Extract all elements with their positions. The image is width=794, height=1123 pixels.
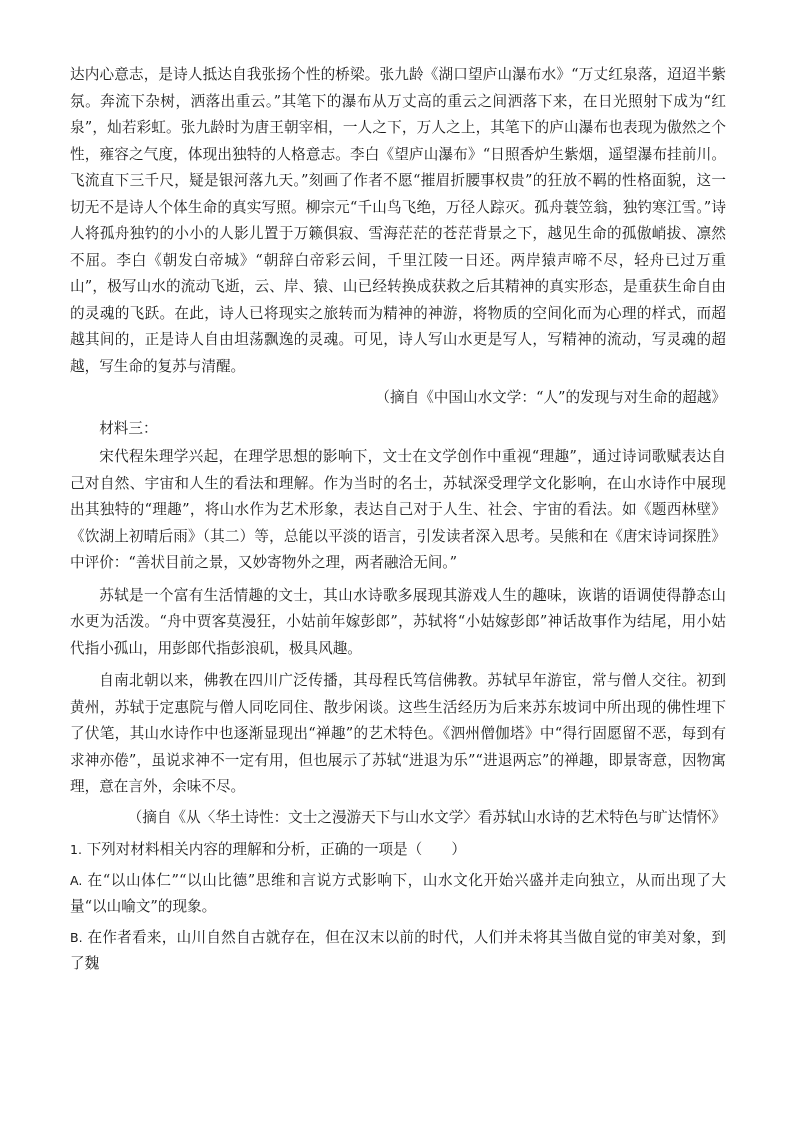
document-page (70, 62, 726, 978)
material3-paragraph-2: 苏轼是一个富有生活情趣的文士，其山水诗歌多展现其游戏人生的趣味，诙谐的语调使得静态山水更为活泼。“舟中贾客莫漫狂，小姑前年嫁彭郎”，苏轼将“小姑嫁彭郎”神话故事作为结尾，用小姑代指小孤山，用彭郎代指彭浪矶，极具风趣。 (70, 586, 726, 657)
option-b-text: 在作者看来，山川自然自古就存在，但在汉末以前的时代，人们并未将其当做自觉的审美对象，到了魏 (70, 928, 726, 972)
question-number: 1. (70, 842, 82, 857)
material3-paragraph-3: 自南北朝以来，佛教在四川广泛传播，其母程氏笃信佛教。苏轼早年游宦，常与僧人交往。初到黄州，苏轼于定惠院与僧人同吃同住、散步闲谈。这些生活经历为后来苏东坡词中所出现的佛性埋下了伏笔，其山水诗作中也逐渐显现出“禅趣”的艺术特色。《泗州僧伽塔》中“得行固愿留不恶，每到有求神亦倦”，虽说求神不一定有用，但也展示了苏轼“进退为乐”“进退两忘”的禅趣，即景寄意，因物寓理，意在言外，余味不尽。 (70, 672, 726, 795)
option-a-text: 在“以山体仁”“以山比德”思维和言说方式影响下，山水文化开始兴盛并走向独立，从而出现了大量“以山喻文”的现象。 (70, 871, 726, 915)
option-a-letter: A. (70, 872, 83, 888)
material3-paragraph-1: 宋代程朱理学兴起，在理学思想的影响下，文士在文学创作中重视“理趣”，通过诗词歌赋表达自己对自然、宇宙和人生的看法和理解。作为当时的名士，苏轼深受理学文化影响，在山水诗作中展现出其独特的“理趣”，将山水作为艺术形象，表达自己对于人生、社会、宇宙的看法。如《题西林壁》《饮湖上初晴后雨》（其二）等，总能以平淡的语言，引发读者深入思考。吴熊和在《唐宋诗词探胜》中评价：“善状目前之景，又妙寄物外之理，两者融洽无间。” (70, 448, 726, 571)
option-b (70, 925, 726, 978)
material3-heading: 材料三： (99, 419, 158, 437)
material3-source: （摘自《从〈华土诗性：文士之漫游天下与山水文学〉看苏轼山水诗的艺术特色与旷达情怀》 (127, 808, 726, 826)
question-stem: 下列对材料相关内容的理解和分析，正确的一项是（ ） (86, 841, 467, 858)
material2-source: （摘自《中国山水文学：“人”的发现与对生命的超越》 (375, 389, 726, 406)
option-b-letter: B. (70, 929, 83, 945)
question-1 (70, 837, 726, 864)
option-a (70, 868, 726, 921)
material2-tail-paragraph: 达内心意志，是诗人抵达自我张扬个性的桥梁。张九龄《湖口望庐山瀑布水》“万丈红泉落，迢迢半紫氛。奔流下杂树，洒落出重云。”其笔下的瀑布从万丈高的重云之间洒落下来，在日光照射下成为“红泉”，灿若彩虹。张九龄时为唐王朝宰相，一人之下，万人之上，其笔下的庐山瀑布也表现为傲然之个性，雍容之气度，体现出独特的人格意志。李白《望庐山瀑布》“日照香炉生紫烟，遥望瀑布挂前川。飞流直下三千尺，疑是银河落九天。”刻画了作者不愿“摧眉折腰事权贵”的狂放不羁的性格面貌，这一切无不是诗人个体生命的真实写照。柳宗元“千山鸟飞绝，万径人踪灭。孤舟蓑笠翁，独钓寒江雪。”诗人将孤舟独钓的小小的人影儿置于万籁俱寂、雪海茫茫的苍茫背景之下，越见生命的孤傲峭拔、凛然不屈。李白《朝发白帝城》“朝辞白帝彩云间，千里江陵一日还。两岸猿声啼不尽，轻舟已过万重山”，极写山水的流动飞逝，云、岸、猿、山已经转换成获救之后其精神的真实形态，是重获生命自由的灵魂的飞跃。在此，诗人已将现实之旅转而为精神的神游，将物质的空间化而为心理的样式，而超越其间的，正是诗人自由坦荡飘逸的灵魂。可见，诗人写山水更是写人，写精神的流动，写灵魂的超越，写生命的复苏与清醒。 (70, 66, 726, 375)
